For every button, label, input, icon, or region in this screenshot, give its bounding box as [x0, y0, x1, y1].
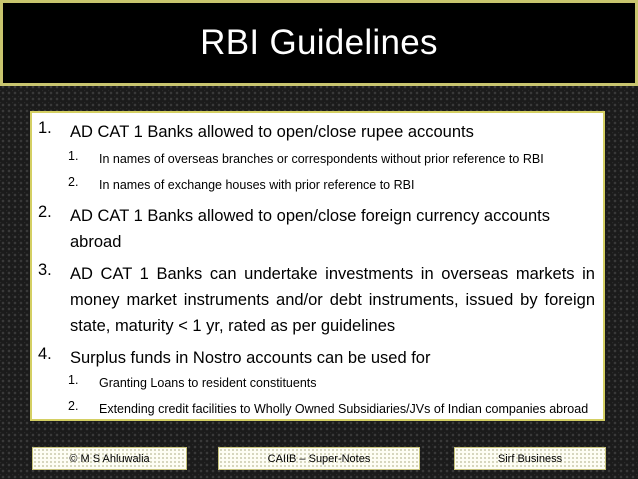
content-panel	[30, 111, 605, 421]
list-item-text: Surplus funds in Nostro accounts can be used for	[70, 349, 431, 367]
list-item-number: 4.	[38, 345, 52, 363]
list-item-2	[32, 203, 603, 255]
footer-notes	[218, 447, 420, 470]
list-item-number: 2.	[38, 203, 52, 221]
sub-item-text: Granting Loans to resident constituents	[99, 376, 317, 390]
sub-item-number: 2.	[68, 175, 79, 189]
footer-brand-text: Sirf Business	[497, 452, 563, 465]
footer-brand	[454, 447, 606, 470]
list-item-number: 1.	[38, 119, 52, 137]
sub-item-number: 1.	[68, 373, 79, 387]
list-item-1	[32, 119, 603, 145]
list-item-text: AD CAT 1 Banks can undertake investments in overseas markets in money market instruments and/or debt instruments, issued by foreign state, maturity < 1 yr, rated as per guidelines	[70, 265, 595, 335]
sub-item-4-2	[32, 399, 603, 419]
list-item-4	[32, 345, 603, 371]
sub-item-text: In names of exchange houses with prior reference to RBI	[99, 178, 415, 192]
sub-item-4-1	[32, 373, 603, 393]
slide-title: RBI Guidelines	[200, 23, 438, 62]
title-bar	[0, 0, 638, 86]
sub-item-text: Extending credit facilities to Wholly Owned Subsidiaries/JVs of Indian companies abroad	[99, 402, 589, 416]
list-item-text: AD CAT 1 Banks allowed to open/close rupee accounts	[70, 123, 474, 141]
sub-item-number: 2.	[68, 399, 79, 413]
footer-author-text: © M S Ahluwalia	[69, 452, 150, 465]
sub-item-text: In names of overseas branches or correspondents without prior reference to RBI	[99, 152, 544, 166]
footer-author	[32, 447, 187, 470]
sub-item-1-2	[32, 175, 603, 195]
list-item-number: 3.	[38, 261, 52, 279]
list-item-text: AD CAT 1 Banks allowed to open/close foreign currency accounts abroad	[70, 207, 550, 251]
sub-item-number: 1.	[68, 149, 79, 163]
list-item-3	[32, 261, 603, 339]
footer-notes-text: CAIIB – Super-Notes	[267, 452, 371, 465]
sub-item-1-1	[32, 149, 603, 169]
